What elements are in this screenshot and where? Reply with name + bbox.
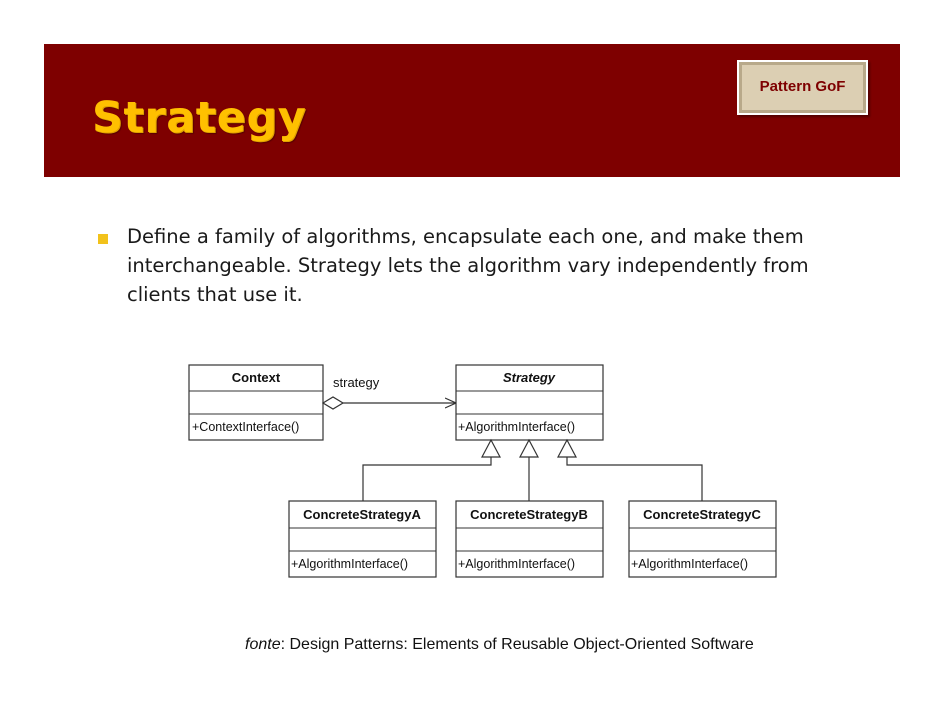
inheritance-triangle-icon bbox=[520, 440, 538, 457]
context-class-name: Context bbox=[231, 370, 281, 385]
source-citation bbox=[245, 636, 754, 654]
concrete-strategy-b-operation: +AlgorithmInterface() bbox=[458, 557, 576, 571]
concrete-strategy-a-name: ConcreteStrategyA bbox=[303, 507, 421, 522]
strategy-class-operation: +AlgorithmInterface() bbox=[458, 420, 576, 434]
source-prefix: fonte bbox=[245, 636, 281, 653]
strategy-class bbox=[456, 365, 603, 440]
source-text: Design Patterns: Elements of Reusable Object-Oriented Software bbox=[289, 636, 754, 653]
strategy-class-name: Strategy bbox=[502, 370, 556, 385]
inheritance-line-c bbox=[567, 457, 702, 501]
bullet-text: Define a family of algorithms, encapsulate each one, and make them interchangeable. Strategy lets the algorithm vary independently from clients that use it. bbox=[127, 225, 809, 306]
concrete-strategy-c-name: ConcreteStrategyC bbox=[643, 507, 761, 522]
aggregation-diamond-icon bbox=[323, 397, 343, 409]
strategy-association bbox=[323, 375, 456, 409]
association-label: strategy bbox=[333, 375, 380, 390]
concrete-strategy-b-name: ConcreteStrategyB bbox=[470, 507, 588, 522]
source-separator: : bbox=[280, 636, 290, 653]
concrete-strategy-c-class bbox=[629, 501, 776, 577]
pattern-tag-label: Pattern GoF bbox=[742, 65, 863, 110]
concrete-strategy-b-class bbox=[456, 501, 603, 577]
context-class-operation: +ContextInterface() bbox=[192, 420, 300, 434]
concrete-strategy-a-operation: +AlgorithmInterface() bbox=[291, 557, 409, 571]
context-class bbox=[189, 365, 323, 440]
inheritance-triangle-icon bbox=[558, 440, 576, 457]
generalization-links bbox=[363, 440, 702, 501]
inheritance-triangle-icon bbox=[482, 440, 500, 457]
concrete-strategy-c-operation: +AlgorithmInterface() bbox=[631, 557, 749, 571]
concrete-strategy-a-class bbox=[289, 501, 436, 577]
inheritance-line-a bbox=[363, 457, 491, 501]
slide-title: Strategy bbox=[92, 93, 307, 143]
